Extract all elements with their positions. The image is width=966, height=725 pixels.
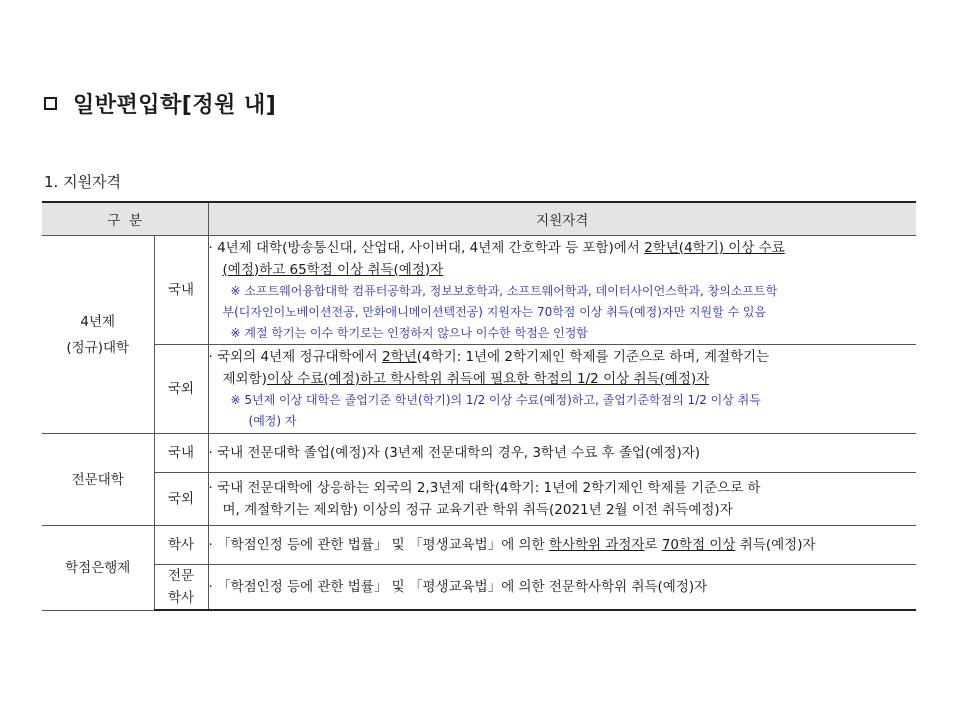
square-bullet-icon <box>44 97 57 110</box>
text: 로 <box>644 537 662 553</box>
qualification-credit-associate <box>208 565 916 611</box>
note-line: ※ 소프트웨어융합대학 컴퓨터공학과, 정보보호학과, 소프트웨어학과, 데이터사이언스학과, 창의소프트학 <box>230 283 778 298</box>
header-qualification: 지원자격 <box>208 202 916 236</box>
underlined-text: 2학년 <box>382 349 417 365</box>
text: 취득(예정)자 <box>735 537 816 553</box>
table-row <box>42 526 916 565</box>
table-row <box>42 473 916 526</box>
qualification-junior-domestic <box>208 434 916 473</box>
note-line: ※ 계절 학기는 이수 학기로는 인정하지 않으나 이수한 학점은 인정함 <box>230 325 588 340</box>
category-junior-college: 전문대학 <box>42 434 154 526</box>
underlined-text: 70학점 이상 <box>661 537 736 553</box>
sub-foreign: 국외 <box>154 473 208 526</box>
sub-domestic: 국내 <box>154 434 208 473</box>
text: · 「학점인정 등에 관한 법률」 및 「평생교육법」에 의한 <box>208 537 549 553</box>
page-title-text: 일반편입학[정원 내] <box>73 93 277 118</box>
underlined-text: 학사학위 과정자 <box>548 537 645 553</box>
sub-foreign: 국외 <box>154 345 208 434</box>
sub-associate-line1: 전문 <box>167 568 195 584</box>
qualification-table <box>42 201 916 611</box>
text: · 국외의 4년제 정규대학에서 <box>208 349 383 365</box>
table-row <box>42 565 916 611</box>
underlined-text: 2학년(4학기) 이상 수료 <box>644 239 785 256</box>
qualification-4year-domestic <box>208 236 916 345</box>
table-row <box>42 236 916 345</box>
page-title <box>44 88 276 119</box>
text: · 국내 전문대학 졸업(예정)자 (3년제 전문대학의 경우, 3학년 수료 후 졸업(예정)자) <box>208 445 701 461</box>
underlined-text: (예정)하고 65학점 이상 취득(예정)자 <box>222 261 444 278</box>
text: (4학기: 1년에 2학기제인 학제를 기준으로 하며, 계절학기는 <box>416 349 770 365</box>
qualification-credit-bachelor <box>208 526 916 565</box>
qualification-4year-foreign <box>208 345 916 434</box>
table-header-row <box>42 202 916 236</box>
underlined-text: 이상 수료(예정)하고 학사학위 취득에 필요한 학점의 1/2 이상 취득(예정)자 <box>266 371 710 387</box>
text: 제외함) <box>222 371 267 387</box>
table-row <box>42 345 916 434</box>
sub-associate-line2: 학사 <box>167 590 195 606</box>
text: · 「학점인정 등에 관한 법률」 및 「평생교육법」에 의한 전문학사학위 취득(예정)자 <box>208 579 708 595</box>
category-4year <box>42 236 154 434</box>
header-category: 구 분 <box>42 202 208 236</box>
text: · 국내 전문대학에 상응하는 외국의 2,3년제 대학(4학기: 1년에 2학기제인 학제를 기준으로 하 <box>208 480 761 496</box>
text: 며, 계절학기는 제외함) 이상의 정규 교육기관 학위 취득(2021년 2월 이전 취득예정)자 <box>222 502 733 518</box>
note-line: 부(디자인이노베이션전공, 만화애니메이션텍전공) 지원자는 70학점 이상 취득(예정)자만 지원할 수 있음 <box>222 304 767 319</box>
category-credit-bank: 학점은행제 <box>42 526 154 611</box>
category-4year-line1: 4년제 <box>80 313 116 330</box>
qualification-junior-foreign <box>208 473 916 526</box>
sub-domestic: 국내 <box>154 236 208 345</box>
section-title: 1. 지원자격 <box>44 173 122 191</box>
category-4year-line2: (정규)대학 <box>66 339 130 356</box>
sub-bachelor: 학사 <box>154 526 208 565</box>
note-line: ※ 5년제 이상 대학은 졸업기준 학년(학기)의 1/2 이상 수료(예정)하고, 졸업기준학점의 1/2 이상 취득 <box>230 393 761 407</box>
sub-associate <box>154 565 208 611</box>
text: · 4년제 대학(방송통신대, 산업대, 사이버대, 4년제 간호학과 등 포함)에서 <box>208 239 645 256</box>
note-line: (예정) 자 <box>248 414 297 428</box>
table-row <box>42 434 916 473</box>
